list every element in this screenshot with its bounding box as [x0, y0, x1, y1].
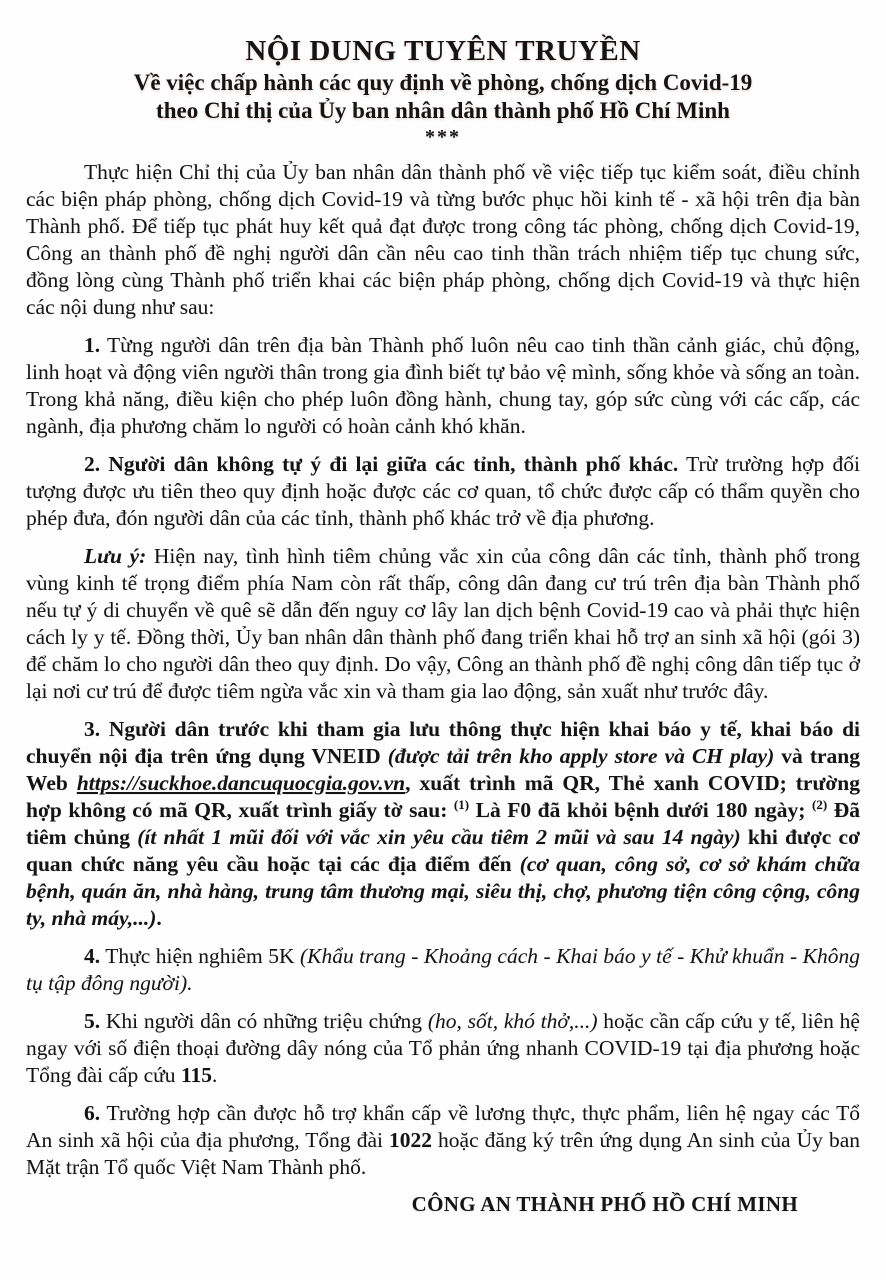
text-run: 3. Người dân trước khi tham gia lưu thông thực hiện khai báo y tế, khai báo di chuyển nội địa trên ứng dụng VNEID	[26, 717, 860, 768]
document-subtitle-line1: Về việc chấp hành các quy định về phòng, chống dịch Covid-19	[133, 70, 753, 95]
item-1	[26, 332, 860, 440]
item-4	[26, 943, 860, 997]
text-run: 4.	[84, 944, 101, 968]
text-run: .	[156, 906, 162, 930]
text-run: Đã tiêm chủng	[26, 798, 861, 849]
text-run: (cơ quan, công sở, cơ sở khám chữa bệnh, quán ăn, nhà hàng, trung tâm thương mại, siêu thị, chợ, phương tiện công cộng, công ty, nhà máy,...)	[26, 852, 860, 930]
text-run: Lưu ý:	[84, 544, 147, 568]
text-run: Hiện nay, tình hình tiêm chủng vắc xin của công dân các tỉnh, thành phố trong vùng kinh tế trọng điểm phía Nam còn rất thấp, công dân đang cư trú trên địa bàn Thành phố nếu tự ý di chuyển về quê sẽ dẫn đến nguy cơ lây lan dịch bệnh Covid-19 cao và phải thực hiện cách ly y tế. Đồng thời, Ủy ban nhân dân thành phố đang triển khai hỗ trợ an sinh xã hội (gói 3) để chăm lo cho người dân theo quy định. Do vậy, Công an thành phố đề nghị công dân tiếp tục ở lại nơi cư trú để được tiêm ngừa vắc xin và tham gia lao động, sản xuất như trước đây.	[26, 544, 860, 703]
note-paragraph	[26, 543, 860, 705]
text-run: hoặc đăng ký trên ứng dụng An sinh của Ủy ban Mặt trận Tổ quốc Việt Nam Thành phố.	[26, 1128, 860, 1179]
text-run: 1.	[84, 333, 101, 357]
text-run: (Khẩu trang - Khoảng cách - Khai báo y tế - Khử khuẩn - Không tụ tập đông người).	[26, 944, 860, 995]
text-run: .	[212, 1063, 218, 1087]
text-run: 5.	[84, 1009, 101, 1033]
item-3	[26, 716, 860, 932]
text-run: (ho, sốt, khó thở,...)	[427, 1009, 598, 1033]
text-run: Thực hiện nghiêm 5K	[100, 944, 300, 968]
text-run: (1)	[453, 796, 470, 812]
text-run: khi được cơ quan chức năng yêu cầu hoặc tại các địa điểm đến	[26, 825, 860, 876]
text-run: Khi người dân có những triệu chứng	[100, 1009, 428, 1033]
text-run: (ít nhất 1 mũi đối với vắc xin yêu cầu tiêm 2 mũi và sau 14 ngày)	[137, 825, 741, 849]
text-run: Trừ trường hợp đối tượng được ưu tiên theo quy định hoặc được các cơ quan, tổ chức được cấp có thẩm quyền cho phép đưa, đón người dân của các tỉnh, thành phố khác trở về địa phương.	[26, 452, 860, 530]
item-5	[26, 1008, 860, 1089]
text-run: 2. Người dân không tự ý đi lại giữa các tỉnh, thành phố khác.	[84, 452, 679, 476]
item-6	[26, 1100, 860, 1181]
text-run: và trang Web	[26, 744, 860, 795]
document-body	[26, 159, 860, 1181]
text-run: hoặc cần cấp cứu y tế, liên hệ ngay với số điện thoại đường dây nóng của Tổ phản ứng nhanh COVID-19 tại địa phương hoặc Tổng đài cấp cứu	[26, 1009, 860, 1087]
separator-stars: ***	[425, 126, 461, 148]
text-run: Từng người dân trên địa bàn Thành phố luôn nêu cao tinh thần cảnh giác, chủ động, linh hoạt và động viên người thân trong gia đình biết tự bảo vệ mình, sống khỏe và sống an toàn. Trong khả năng, điều kiện cho phép luôn đồng hành, chung tay, góp sức cùng với các cấp, các ngành, địa phương chăm lo người có hoàn cảnh khó khăn.	[26, 333, 860, 438]
item-2	[26, 451, 860, 532]
text-run: Là F0 đã khỏi bệnh dưới 180 ngày;	[469, 798, 813, 822]
document-header	[26, 34, 860, 147]
text-run: (được tải trên kho apply store và CH play)	[387, 744, 775, 768]
text-run: Trường hợp cần được hỗ trợ khẩn cấp về lương thực, thực phẩm, liên hệ ngay các Tổ An sinh xã hội của địa phương, Tổng đài	[26, 1101, 860, 1152]
signature: CÔNG AN THÀNH PHỐ HỒ CHÍ MINH	[411, 1192, 798, 1216]
text-run: Thực hiện Chỉ thị của Ủy ban nhân dân thành phố về việc tiếp tục kiểm soát, điều chỉnh các biện pháp phòng, chống dịch Covid-19 và từng bước phục hồi kinh tế - xã hội trên địa bàn Thành phố. Để tiếp tục phát huy kết quả đạt được trong công tác phòng, chống dịch Covid-19, Công an thành phố đề nghị người dân cần nêu cao tinh thần trách nhiệm tiếp tục chung sức, đồng lòng cùng Thành phố triển khai các biện pháp phòng, chống dịch Covid-19 và thực hiện các nội dung như sau:	[26, 160, 860, 319]
text-run: (2)	[812, 796, 828, 812]
url-link: https://suckhoe.dancuquocgia.gov.vn	[76, 771, 406, 795]
document-title: NỘI DUNG TUYÊN TRUYỀN	[245, 35, 641, 67]
text-run: , xuất trình mã QR, Thẻ xanh COVID; trường hợp không có mã QR, xuất trình giấy tờ sau:	[26, 771, 860, 822]
document-subtitle-line2: theo Chỉ thị của Ủy ban nhân dân thành phố Hồ Chí Minh	[156, 98, 730, 123]
text-run: 1022	[389, 1128, 433, 1152]
intro-paragraph	[26, 159, 860, 321]
text-run: 115	[180, 1063, 213, 1087]
text-run: 6.	[84, 1101, 101, 1125]
